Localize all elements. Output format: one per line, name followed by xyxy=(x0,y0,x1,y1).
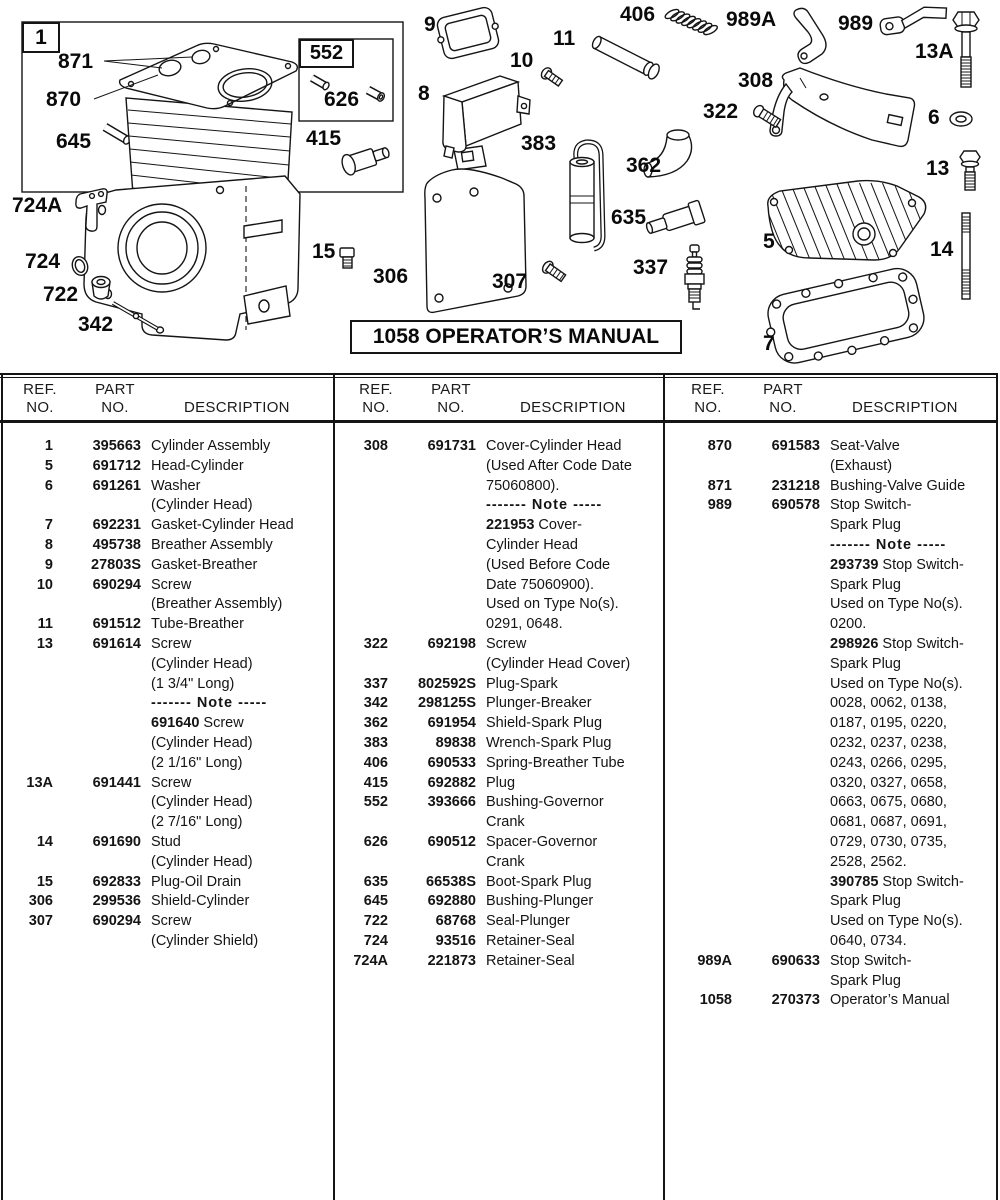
part-no: 221873 xyxy=(427,952,476,969)
part-ref-label-15: 15 xyxy=(312,240,336,263)
table-header-col3: REF. NO. PART NO. DESCRIPTION xyxy=(672,381,958,417)
table-row xyxy=(336,675,661,695)
table-row xyxy=(336,873,661,893)
part-ref-label-13: 13 xyxy=(926,157,950,180)
part-header: PART xyxy=(763,381,803,398)
ref-no: 989 xyxy=(707,497,732,514)
ref-no: 989A xyxy=(697,952,732,969)
part-no: 690533 xyxy=(427,754,476,771)
description: Shield-Spark Plug xyxy=(486,715,603,732)
seal-plunger-drawing xyxy=(92,277,110,300)
ref-header: REF. xyxy=(691,381,725,398)
part-ref-label-626: 626 xyxy=(324,88,360,111)
part-no: 691731 xyxy=(427,438,476,454)
part-no: 690578 xyxy=(771,497,820,514)
description: Bushing-Plunger xyxy=(486,893,594,910)
ref-no: 1058 xyxy=(699,992,732,1009)
ref-no: 14 xyxy=(36,833,53,850)
table-row xyxy=(680,477,996,497)
part-ref-label-724A: 724A xyxy=(12,194,63,217)
part-no: 692880 xyxy=(427,893,476,910)
table-row xyxy=(336,734,661,754)
ref-no: 1 xyxy=(44,438,53,454)
part-ref-label-722: 722 xyxy=(43,283,79,306)
part-no: 802592S xyxy=(417,675,476,692)
ref-no: 362 xyxy=(363,715,388,732)
bolt-13A-drawing xyxy=(953,12,979,87)
description: Screw (Breather Assembly) xyxy=(151,576,283,613)
description: Stop Switch- Spark Plug xyxy=(830,952,912,989)
ref-no: 10 xyxy=(36,576,53,593)
table-row xyxy=(1,615,331,635)
description: Washer (Cylinder Head) xyxy=(151,477,253,514)
description: Cover-Cylinder Head (Used After Code Date 75060800). ------- Note ----- 221953 Cover- Cylinder Head (Used Before Code Date 75060900). Used on Type No(s). 0291, 0648. xyxy=(486,438,632,633)
description: Plunger-Breaker xyxy=(486,695,592,712)
ref-no: 9 xyxy=(44,556,53,573)
parts-list-column-2 xyxy=(336,423,661,972)
gasket-breather-drawing xyxy=(433,5,503,61)
part-no: 692833 xyxy=(92,873,141,890)
part-no: 690512 xyxy=(427,833,476,850)
ref-no: 7 xyxy=(44,517,53,534)
part-no: 691261 xyxy=(92,477,141,494)
table-row xyxy=(1,477,331,517)
part-no: 691441 xyxy=(92,774,141,791)
part-no: 231218 xyxy=(771,477,820,494)
part-no: 691712 xyxy=(92,457,141,474)
description: Seal-Plunger xyxy=(486,913,570,930)
part-no: 692198 xyxy=(427,635,476,652)
table-row xyxy=(1,556,331,576)
description: Plug-Spark xyxy=(486,675,558,692)
ref-no: 552 xyxy=(363,794,388,811)
wrench-spark-plug-drawing xyxy=(570,142,603,249)
description: Boot-Spark Plug xyxy=(486,873,592,890)
description: Spacer-Governor Crank xyxy=(486,833,598,870)
part-ref-label-308: 308 xyxy=(738,69,774,92)
description-header: DESCRIPTION xyxy=(184,399,290,416)
part-ref-label-362: 362 xyxy=(626,154,662,177)
part-no: 690294 xyxy=(92,913,141,930)
bolt-13-drawing xyxy=(960,151,980,190)
ref-no: 871 xyxy=(707,477,732,494)
part-ref-label-10: 10 xyxy=(510,49,534,72)
part-ref-label-5: 5 xyxy=(763,230,775,253)
description: Cylinder Assembly xyxy=(151,438,271,454)
description: Head-Cylinder xyxy=(151,457,244,474)
ref-no: 6 xyxy=(44,477,53,494)
spark-plug-drawing xyxy=(685,245,704,309)
description: Bushing-Governor Crank xyxy=(486,794,604,831)
group-label-1: 1 xyxy=(22,22,60,53)
cylinder-assembly-drawing xyxy=(84,43,300,340)
table-row xyxy=(1,873,331,893)
ref-no: 645 xyxy=(363,893,388,910)
part-ref-label-307: 307 xyxy=(492,270,528,293)
table-row xyxy=(680,496,996,951)
table-border-right xyxy=(996,373,998,1200)
spring-breather-tube-drawing xyxy=(664,8,719,37)
part-no: 68768 xyxy=(435,913,476,930)
part-ref-label-635: 635 xyxy=(611,206,647,229)
ref-no: 15 xyxy=(36,873,53,890)
part-ref-label-13A: 13A xyxy=(915,40,954,63)
screw-307-drawing xyxy=(540,259,567,283)
group-label-552: 552 xyxy=(299,39,354,68)
table-row xyxy=(336,892,661,912)
part-ref-label-8: 8 xyxy=(418,82,430,105)
description: Gasket-Cylinder Head xyxy=(151,517,294,534)
part-ref-label-9: 9 xyxy=(424,13,436,36)
description: Stop Switch- Spark Plug ------- Note ----- 293739 Stop Switch- Spark Plug Used on Type No(s). 0200. 298926 Stop Switch- Spark Plug Used on Type No(s). 0028, 0062, 0138, 0187, 0195, 0220, 0232, 0237, 0238, 0243, 0266, 0295, 0320, 0327, 0658, 0663, 0675, 0680, 0681, 0687, 0691, 0729, 0730, 0735, 2528, 2562. 390785 Stop Switch- Spark Plug Used on Type No(s). 0640, 0734. xyxy=(830,497,964,949)
table-divider-2 xyxy=(663,373,665,1200)
table-row xyxy=(680,952,996,992)
table-row xyxy=(336,912,661,932)
table-row xyxy=(336,774,661,794)
part-no: 691954 xyxy=(427,715,476,732)
part-no: 691614 xyxy=(92,635,141,652)
table-row xyxy=(336,754,661,774)
description: Tube-Breather xyxy=(151,616,244,633)
description: Operator’s Manual xyxy=(830,992,950,1009)
description: Breather Assembly xyxy=(151,536,273,553)
part-no: 691583 xyxy=(771,438,820,454)
stop-switch-989-drawing xyxy=(879,4,949,35)
table-row xyxy=(680,437,996,477)
parts-list-column-1 xyxy=(1,423,331,952)
description: Stud (Cylinder Head) xyxy=(151,833,253,870)
description-header: DESCRIPTION xyxy=(520,399,626,416)
table-row xyxy=(680,991,996,1011)
table-row xyxy=(336,833,661,873)
plug-415-drawing xyxy=(340,142,392,177)
ref-no: 306 xyxy=(28,893,53,910)
boot-spark-plug-drawing xyxy=(644,200,706,240)
description: Screw (Cylinder Head) (1 3/4" Long) ------- Note ----- 691640 Screw (Cylinder Head) (2 1/16" Long) xyxy=(151,635,268,771)
ref-no: 870 xyxy=(707,438,732,454)
table-row xyxy=(1,536,331,556)
part-header: PART xyxy=(95,381,135,398)
spacer-governor-crank-drawing xyxy=(368,90,386,102)
ref-no: 11 xyxy=(37,616,53,633)
part-no: 395663 xyxy=(92,438,141,454)
part-no: 27803S xyxy=(91,556,141,573)
description: Retainer-Seal xyxy=(486,932,575,949)
table-row xyxy=(1,516,331,536)
ref-header: REF. xyxy=(23,381,57,398)
gasket-cylinder-head-drawing xyxy=(759,263,929,372)
description: Wrench-Spark Plug xyxy=(486,734,612,751)
part-ref-label-342: 342 xyxy=(78,313,114,336)
part-ref-label-406: 406 xyxy=(620,3,656,26)
tube-breather-drawing xyxy=(590,34,661,81)
table-header-col1: REF. NO. PART NO. DESCRIPTION xyxy=(4,381,290,417)
description: Plug-Oil Drain xyxy=(151,873,242,890)
table-row xyxy=(1,576,331,616)
table-row xyxy=(336,952,661,972)
ref-no: 337 xyxy=(363,675,388,692)
description: Screw (Cylinder Head Cover) xyxy=(486,635,631,672)
part-no: 690633 xyxy=(771,952,820,969)
stop-switch-989A-drawing xyxy=(794,8,826,63)
part-no: 393666 xyxy=(427,794,476,811)
description: Screw (Cylinder Shield) xyxy=(151,913,259,949)
description: Plug xyxy=(486,774,516,791)
operators-manual-label: 1058 OPERATOR’S MANUAL xyxy=(350,320,682,354)
ref-no: 322 xyxy=(363,635,388,652)
table-row xyxy=(1,912,331,952)
part-no: 690294 xyxy=(92,576,141,593)
washer-drawing xyxy=(950,112,972,126)
part-ref-label-383: 383 xyxy=(521,132,557,155)
part-no: 89838 xyxy=(435,734,476,751)
part-ref-label-306: 306 xyxy=(373,265,409,288)
part-ref-label-989: 989 xyxy=(838,12,874,35)
table-row xyxy=(1,635,331,774)
table-row xyxy=(336,437,661,635)
part-ref-label-322: 322 xyxy=(703,100,739,123)
ref-no: 722 xyxy=(363,913,388,930)
plug-oil-drain-drawing xyxy=(340,248,354,268)
part-ref-label-645: 645 xyxy=(56,130,92,153)
description: Seat-Valve (Exhaust) xyxy=(830,438,900,474)
table-row xyxy=(1,892,331,912)
ref-header: REF. xyxy=(359,381,393,398)
part-ref-label-7: 7 xyxy=(763,332,775,355)
ref-no: 415 xyxy=(363,774,388,791)
description: Screw (Cylinder Head) (2 7/16" Long) xyxy=(151,774,253,831)
part-no: 692231 xyxy=(92,517,141,534)
part-no: 270373 xyxy=(771,992,820,1009)
description: Gasket-Breather xyxy=(151,556,258,573)
part-no: 66538S xyxy=(426,873,476,890)
part-no: 691690 xyxy=(92,833,141,850)
part-no: 299536 xyxy=(92,893,141,910)
description: Bushing-Valve Guide xyxy=(830,477,966,494)
screw-10-drawing xyxy=(539,66,563,88)
table-row xyxy=(336,714,661,734)
part-ref-label-415: 415 xyxy=(306,127,342,150)
parts-list-column-3 xyxy=(680,423,996,1011)
cover-cylinder-head-drawing xyxy=(770,68,915,146)
part-no: 495738 xyxy=(92,536,141,553)
ref-no: 342 xyxy=(363,695,388,712)
description: Retainer-Seal xyxy=(486,952,575,969)
part-ref-label-337: 337 xyxy=(633,256,669,279)
table-top-border xyxy=(0,373,998,375)
table-header-col2: REF. NO. PART NO. DESCRIPTION xyxy=(340,381,626,417)
ref-no: 724A xyxy=(353,952,388,969)
description: Shield-Cylinder xyxy=(151,893,250,910)
table-top-border-2 xyxy=(0,377,998,378)
part-ref-label-870: 870 xyxy=(46,88,82,111)
ref-no: 406 xyxy=(363,754,388,771)
part-ref-label-989A: 989A xyxy=(726,8,777,31)
part-no: 298125S xyxy=(417,695,476,712)
table-row xyxy=(336,793,661,833)
description-header: DESCRIPTION xyxy=(852,399,958,416)
table-row xyxy=(336,694,661,714)
part-ref-label-6: 6 xyxy=(928,106,940,129)
stud-drawing xyxy=(962,213,970,299)
ref-no: 308 xyxy=(363,438,388,454)
ref-no: 724 xyxy=(363,932,388,949)
table-row xyxy=(1,774,331,833)
part-ref-label-14: 14 xyxy=(930,238,954,261)
part-no: 691512 xyxy=(92,616,141,633)
description: Spring-Breather Tube xyxy=(486,754,625,771)
ref-no: 13A xyxy=(26,774,53,791)
part-ref-label-871: 871 xyxy=(58,50,94,73)
table-divider-1 xyxy=(333,373,335,1200)
table-row xyxy=(1,833,331,873)
ref-no: 5 xyxy=(44,457,53,474)
ref-no: 307 xyxy=(28,913,53,930)
head-cylinder-drawing xyxy=(756,181,938,262)
part-no: 93516 xyxy=(435,932,476,949)
part-ref-label-11: 11 xyxy=(553,27,576,50)
table-row xyxy=(336,635,661,675)
ref-no: 13 xyxy=(36,635,53,652)
ref-no: 8 xyxy=(44,536,53,553)
part-ref-label-724: 724 xyxy=(25,250,61,273)
ref-no: 626 xyxy=(363,833,388,850)
ref-no: 383 xyxy=(363,734,388,751)
exploded-parts-diagram xyxy=(0,0,1000,375)
table-row xyxy=(1,457,331,477)
table-row xyxy=(1,437,331,457)
part-no: 692882 xyxy=(427,774,476,791)
ref-no: 635 xyxy=(363,873,388,890)
part-header: PART xyxy=(431,381,471,398)
table-row xyxy=(336,932,661,952)
breather-assembly-drawing xyxy=(443,76,530,158)
